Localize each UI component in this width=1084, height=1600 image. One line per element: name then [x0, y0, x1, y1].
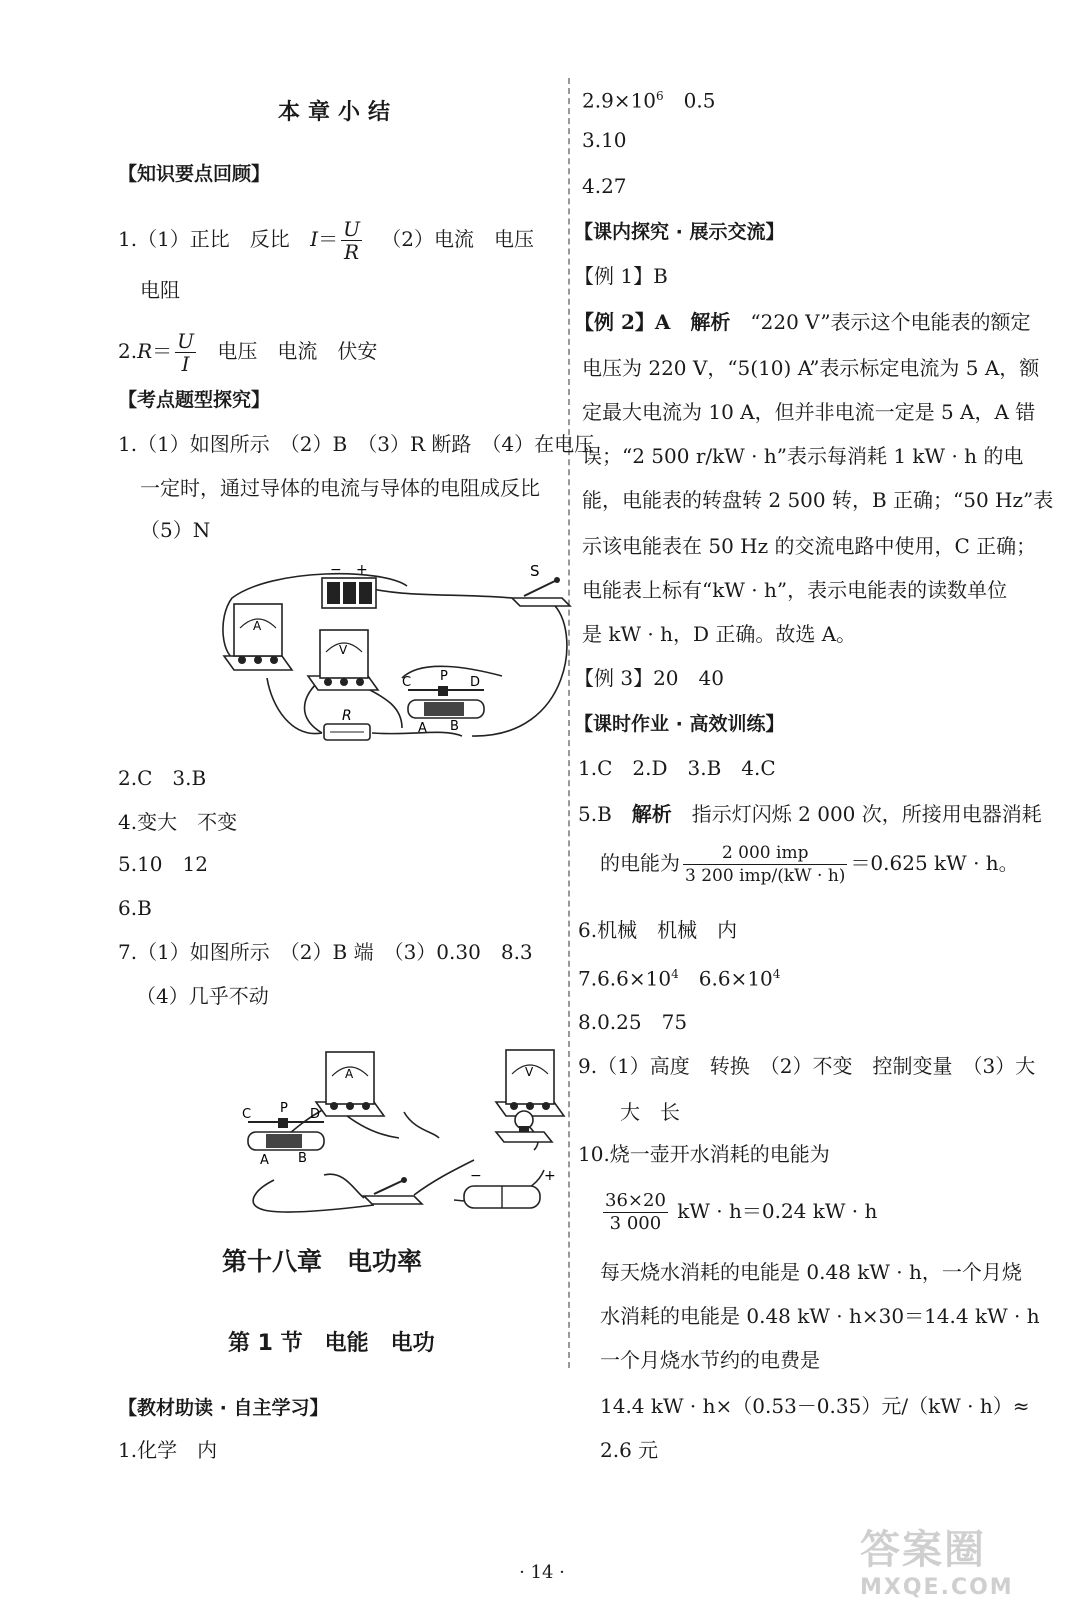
formula2-num: U	[177, 329, 195, 353]
homework-7-exp1: 4	[671, 967, 679, 981]
watermark-line-1: 答案圈	[860, 1527, 986, 1573]
homework-10-line-d: 水消耗的电能是 0.48 kW · h×30＝14.4 kW · h	[600, 1304, 1040, 1328]
ammeter-label: A	[253, 619, 262, 633]
battery-minus: −	[330, 562, 342, 578]
q1-line-b: 一定时，通过导体的电流与导体的电阻成反比	[140, 476, 540, 500]
chapter-summary-title: 本章小结	[278, 99, 399, 125]
reading-answer-4: 4.27	[582, 174, 627, 198]
wire	[372, 732, 462, 736]
homework-5-label: 解析	[631, 802, 672, 826]
formula-num: U	[343, 217, 360, 241]
example-3: 【例 3】20 40	[574, 666, 724, 690]
section-heading: 第 1 节 电能 电功	[228, 1331, 435, 1356]
answer-1	[118, 218, 534, 263]
q7-line-b: （4）几乎不动	[136, 984, 269, 1008]
rheostat-c: C	[402, 675, 412, 690]
answer-1-cont: 电阻	[140, 278, 180, 302]
rheostat-d: D	[470, 675, 481, 690]
rheostat-a: A	[418, 721, 427, 736]
homework-5-a: 5.B	[578, 802, 632, 826]
example-2-line-c: 定最大电流为 10 A，但并非电流一定是 5 A，A 错	[582, 400, 1036, 424]
example-2-line-f: 示该电能表在 50 Hz 的交流电路中使用，C 正确；	[582, 534, 1037, 558]
circuit-figure-1	[212, 558, 582, 748]
formula-fraction	[341, 218, 362, 263]
wire	[360, 586, 512, 598]
reading-answer-1: 1.化学 内	[118, 1438, 218, 1462]
section-textbook-reading: 【教材助读 · 自主学习】	[118, 1397, 329, 1419]
homework-10-num: 36×20	[605, 1190, 666, 1211]
voltmeter	[496, 1050, 564, 1116]
answer-1-text: 1.（1）正比 反比	[118, 227, 290, 251]
homework-7-exp2: 4	[772, 967, 781, 981]
homework-7	[578, 960, 780, 993]
watermark	[860, 1518, 1070, 1598]
homework-5-b: 指示灯闪烁 2 000 次，所接用电器消耗	[671, 802, 1042, 826]
homework-5	[578, 800, 1042, 828]
voltmeter	[308, 630, 378, 690]
formula-lhs: I	[310, 227, 319, 251]
homework-5-formula	[600, 842, 1019, 887]
example-2-line-h: 是 kW · h，D 正确。故选 A。	[582, 622, 857, 646]
q1-line-c: （5）N	[140, 518, 211, 542]
homework-10-den: 3 000	[609, 1213, 662, 1234]
ammeter	[316, 1052, 384, 1116]
section-exam-topics: 【考点题型探究】	[118, 389, 271, 411]
homework-7-a: 7.6.6×10	[578, 966, 672, 991]
homework-9-line-a: 9.（1）高度 转换 （2）不变 控制变量 （3）大	[578, 1054, 1036, 1078]
rheostat	[242, 1101, 324, 1168]
reading-answer-2-a: 2.9×10	[582, 88, 657, 113]
reading-answer-3: 3.10	[582, 128, 627, 152]
q7-line-a: 7.（1）如图所示 （2）B 端 （3）0.30 8.3	[118, 940, 533, 964]
homework-5-d: ＝0.625 kW · h。	[850, 851, 1019, 875]
battery-plus: +	[356, 562, 368, 578]
homework-10-line-g: 2.6 元	[600, 1438, 659, 1462]
homework-5-fraction	[683, 842, 847, 887]
formula-eq: ＝	[318, 227, 339, 251]
rheostat	[402, 669, 484, 736]
reading-answer-2-b: 0.5	[663, 88, 716, 113]
q1-line-a: 1.（1）如图所示 （2）B （3）R 断路 （4）在电压	[118, 432, 595, 456]
resistor	[324, 708, 370, 740]
rheostat-b: B	[298, 1151, 307, 1166]
example-2-line-g: 电能表上标有“kW · h”，表示电能表的读数单位	[582, 578, 1008, 602]
example-2-line-e: 能，电能表的转盘转 2 500 转，B 正确；“50 Hz”表	[582, 488, 1054, 512]
chapter-heading: 第十八章 电功率	[222, 1247, 423, 1276]
reading-answer-2	[582, 82, 715, 115]
section-knowledge-review: 【知识要点回顾】	[118, 163, 271, 185]
homework-10-line-f: 14.4 kW · h×（0.53－0.35）元/（kW · h）≈	[600, 1394, 1030, 1418]
homework-10-line-c: 每天烧水消耗的电能是 0.48 kW · h，一个月烧	[600, 1260, 1022, 1284]
homework-10-line-e: 一个月烧水节约的电费是	[600, 1348, 820, 1372]
wire	[402, 666, 502, 678]
rheostat-c: C	[242, 1107, 252, 1122]
homework-5-num: 2 000 imp	[683, 842, 847, 865]
example-2-line-a	[574, 308, 1031, 336]
answer-1-text-b: （2）电流 电压	[381, 227, 535, 251]
answer-2	[118, 330, 377, 375]
formula-den: R	[343, 240, 360, 264]
homework-6: 6.机械 机械 内	[578, 918, 738, 942]
switch-label: S	[530, 562, 540, 580]
wire	[324, 1174, 364, 1198]
q5: 5.10 12	[118, 852, 208, 876]
homework-8: 8.0.25 75	[578, 1010, 688, 1034]
voltmeter-label: V	[339, 643, 348, 657]
example-2-text-a: “220 V”表示这个电能表的额定	[730, 310, 1031, 334]
ammeter	[224, 604, 292, 670]
rheostat-b: B	[450, 719, 459, 734]
rheostat-a: A	[260, 1153, 269, 1168]
homework-7-b: 6.6×10	[678, 966, 773, 991]
battery-minus: −	[470, 1168, 482, 1184]
switch	[512, 562, 570, 606]
switch	[364, 1177, 422, 1204]
battery-plus: +	[544, 1168, 556, 1184]
formula2-lhs: R	[137, 339, 153, 363]
formula2-eq: ＝	[152, 339, 173, 363]
example-2-label: 【例 2】A 解析	[574, 310, 731, 334]
answer-2-num: 2.	[118, 339, 138, 363]
q2: 2.C 3.B	[118, 766, 207, 790]
example-2-line-b: 电压为 220 V，“5(10) A”表示标定电流为 5 A，额	[582, 356, 1040, 380]
circuit-figure-2	[234, 1020, 574, 1216]
homework-5-den: 3 200 imp/(kW · h)	[685, 866, 846, 886]
wire	[362, 686, 402, 728]
example-1: 【例 1】B	[574, 264, 668, 288]
homework-10-b: kW · h＝0.24 kW · h	[677, 1199, 878, 1223]
section-homework: 【课时作业 · 高效训练】	[574, 713, 785, 735]
formula2-fraction	[175, 330, 196, 375]
formula2-den: I	[181, 352, 190, 376]
wire	[404, 1112, 439, 1138]
battery	[322, 562, 376, 608]
voltmeter-label: V	[525, 1065, 534, 1079]
homework-9-line-b: 大 长	[620, 1100, 680, 1124]
section-class-inquiry: 【课内探究 · 展示交流】	[574, 221, 785, 243]
wire	[253, 1180, 374, 1212]
wire	[472, 603, 567, 736]
homework-1-4: 1.C 2.D 3.B 4.C	[578, 756, 776, 780]
homework-10-line-a: 10.烧一壶开水消耗的电能为	[578, 1142, 830, 1166]
homework-10-formula	[600, 1190, 877, 1235]
homework-5-c: 的电能为	[600, 851, 680, 875]
q6: 6.B	[118, 896, 152, 920]
resistor-label: R	[342, 708, 352, 724]
answer-2-text: 电压 电流 伏安	[217, 339, 378, 363]
rheostat-d: D	[310, 1107, 321, 1122]
example-2-line-d: 误；“2 500 r/kW · h”表示每消耗 1 kW · h 的电	[582, 444, 1024, 468]
reading-answer-2-exp: 6	[656, 89, 664, 103]
homework-10-fraction	[603, 1190, 668, 1235]
rheostat-p: P	[280, 1101, 288, 1116]
watermark-line-2: MXQE.COM	[860, 1575, 1014, 1600]
page-number: · 14 ·	[519, 1562, 565, 1583]
wire	[414, 1160, 474, 1195]
ammeter-label: A	[345, 1067, 354, 1081]
q4: 4.变大 不变	[118, 810, 238, 834]
rheostat-p: P	[440, 669, 448, 684]
